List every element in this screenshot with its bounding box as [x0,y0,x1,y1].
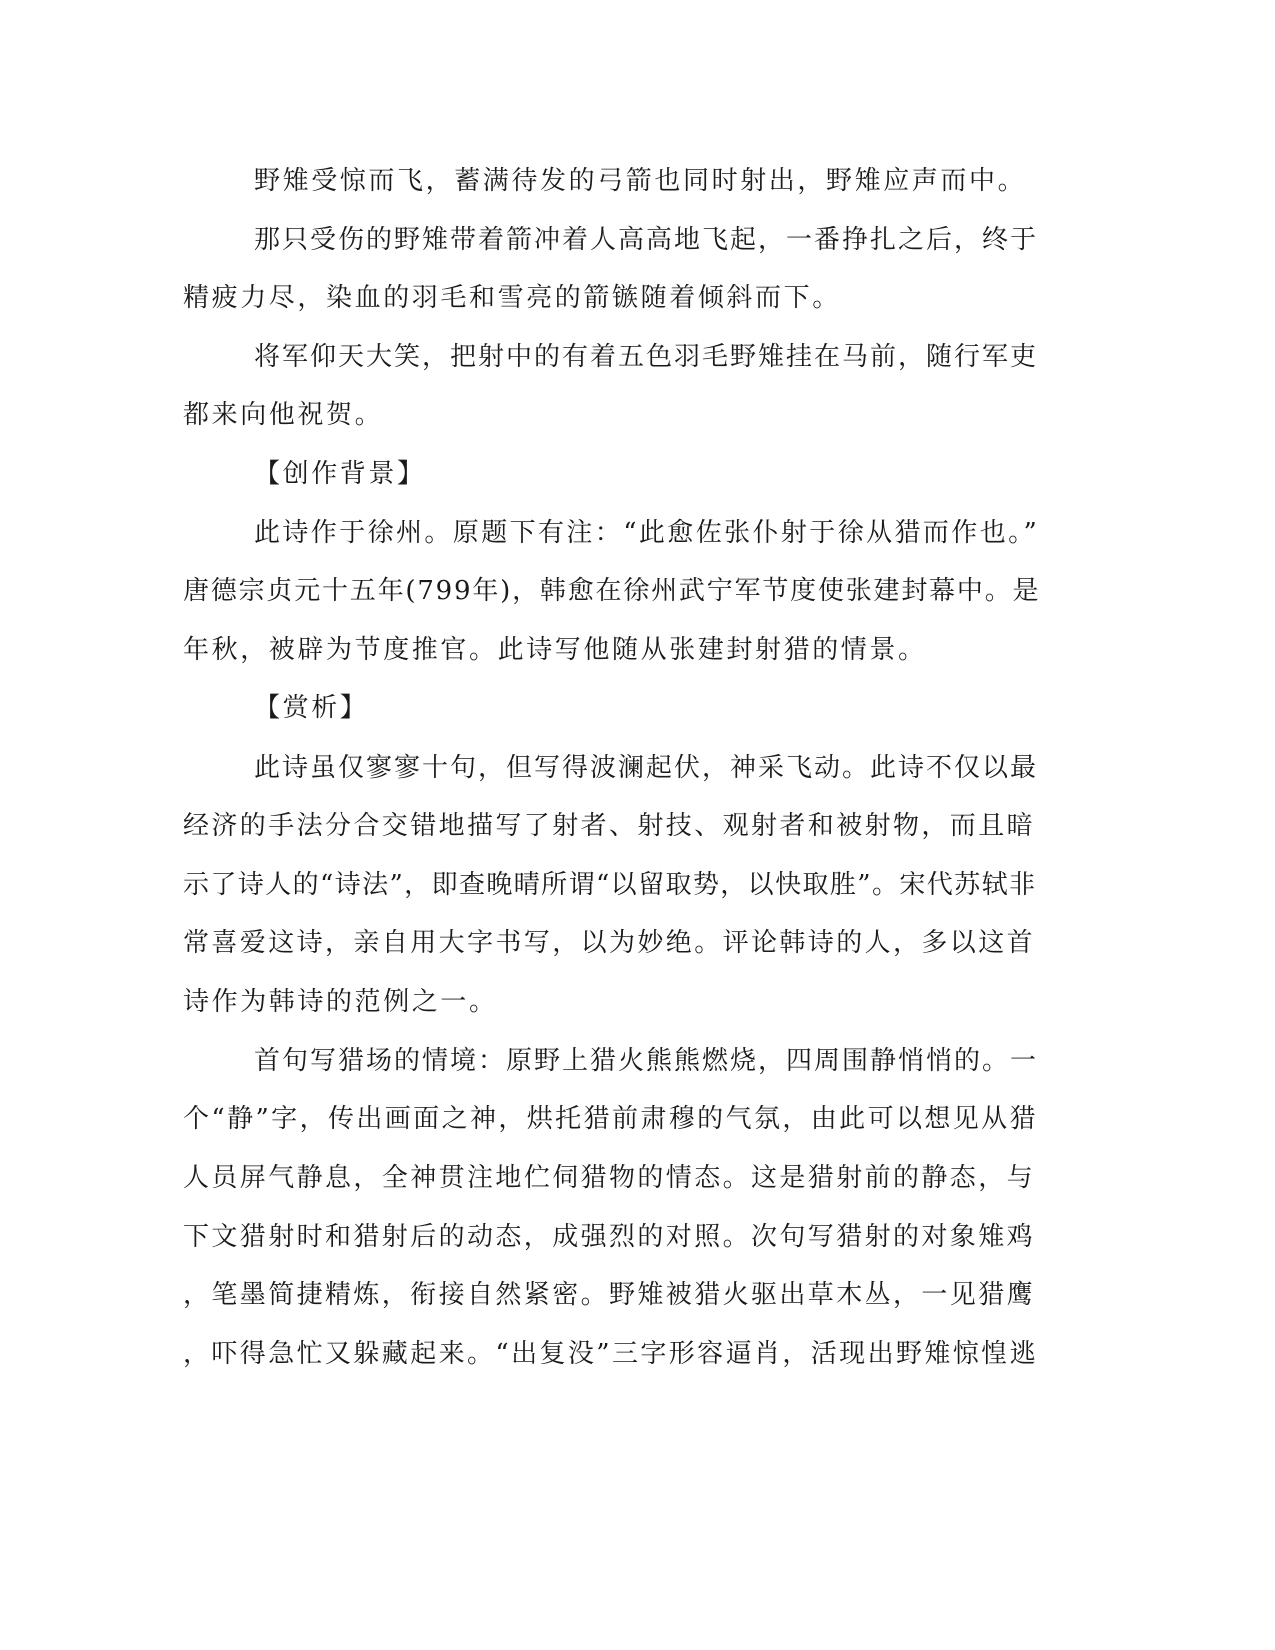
section-heading-appreciation: 【赏析】 [254,693,369,723]
text-line: ，笔墨简捷精炼，衔接自然紧密。野雉被猎火驱出草木丛，一见猎鹰 [183,1280,1036,1310]
text-line: 人员屏气静息，全神贯注地伫伺猎物的情态。这是猎射前的静态，与 [183,1163,1036,1193]
text-line: 野雉受惊而飞，蓄满待发的弓箭也同时射出，野雉应声而中。 [254,166,1027,196]
text-line: 都来向他祝贺。 [183,400,384,430]
text-line: 将军仰天大笑，把射中的有着五色羽毛野雉挂在马前，随行军吏 [254,342,1039,372]
text-line: 常喜爱这诗，亲自用大字书写，以为妙绝。评论韩诗的人，多以这首 [183,928,1036,958]
text-line: 年秋，被辟为节度推官。此诗写他随从张建封射猎的情景。 [183,635,927,665]
text-line: 诗作为韩诗的范例之一。 [183,987,498,1017]
text-line: 那只受伤的野雉带着箭冲着人高高地飞起，一番挣扎之后，终于 [254,225,1039,255]
text-line: 个“静”字，传出画面之神，烘托猎前肃穆的气氛，由此可以想见从猎 [183,1104,1038,1134]
text-line: 示了诗人的“诗法”，即查晚晴所谓“以留取势，以快取胜”。宋代苏轼非 [183,870,1037,900]
text-line: 首句写猎场的情境：原野上猎火熊熊燃烧，四周围静悄悄的。一 [254,1046,1039,1076]
text-line: 此诗虽仅寥寥十句，但写得波澜起伏，神采飞动。此诗不仅以最 [254,753,1039,783]
text-line: 精疲力尽，染血的羽毛和雪亮的箭镞随着倾斜而下。 [183,283,841,313]
text-line: 唐德宗贞元十五年(799年)，韩愈在徐州武宁军节度使张建封幕中。是 [183,576,1041,606]
text-line: ，吓得急忙又躲藏起来。“出复没”三字形容逼肖，活现出野雉惊惶逃 [183,1339,1038,1369]
section-heading-background: 【创作背景】 [254,459,426,489]
text-line: 此诗作于徐州。原题下有注：“此愈佐张仆射于徐从猎而作也。” [254,518,1040,548]
text-line: 经济的手法分合交错地描写了射者、射技、观射者和被射物，而且暗 [183,811,1036,841]
text-line: 下文猎射时和猎射后的动态，成强烈的对照。次句写猎射的对象雉鸡 [183,1222,1036,1252]
